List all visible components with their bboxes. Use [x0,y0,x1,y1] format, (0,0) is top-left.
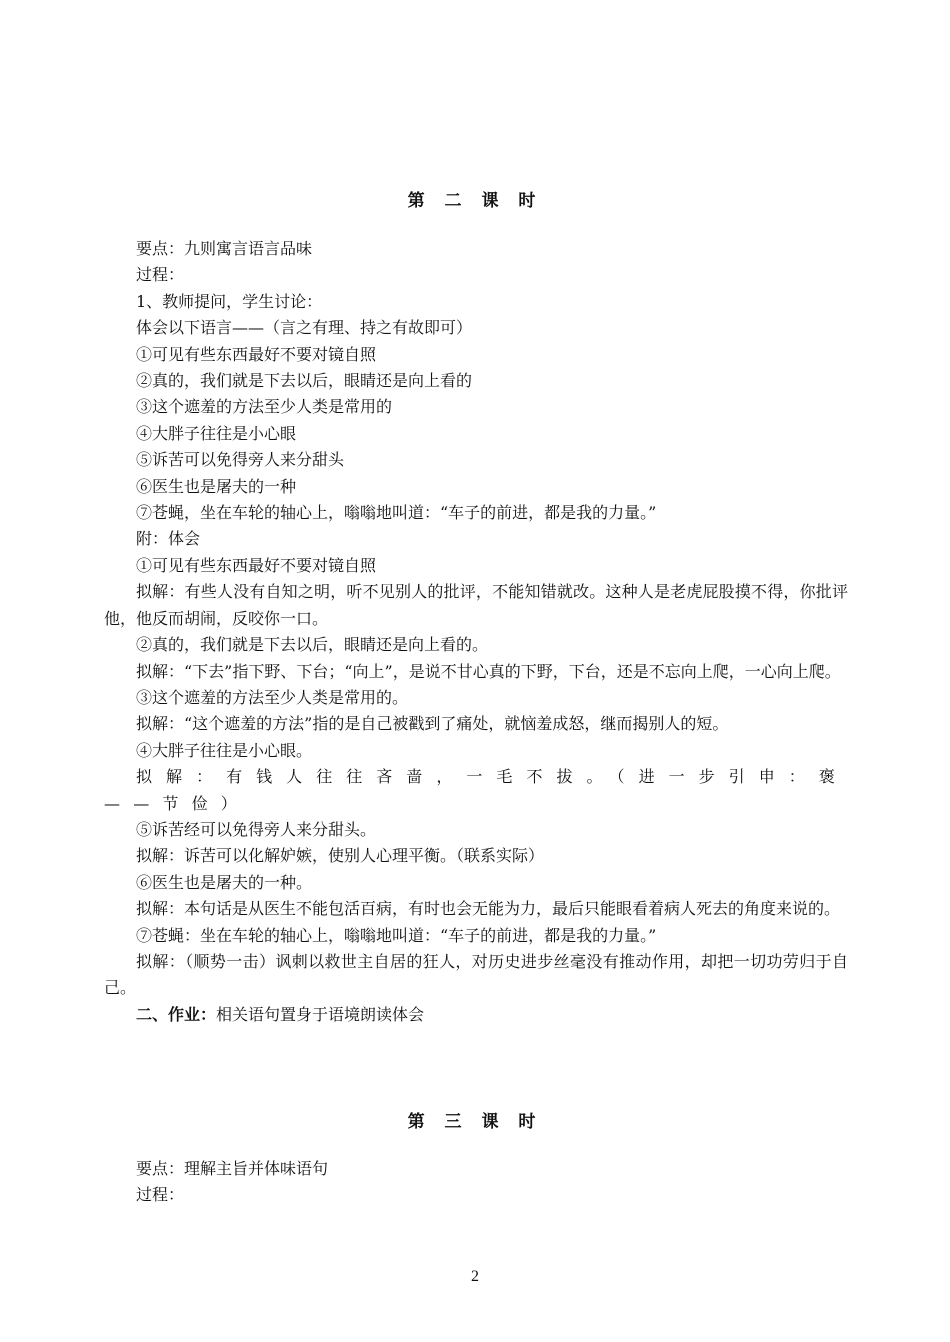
quote-line: ③这个遮羞的方法至少人类是常用的 [136,397,393,417]
explanation-paragraph: 拟解：（顺势一击）讽刺以救世主自居的狂人，对历史进步丝毫没有推动作用，却把一切功劳归于自己。 [104,951,848,998]
explanation-paragraph: 拟解：有钱人往往吝啬，一毛不拔。（进一步引申：褒——节俭） [104,767,848,813]
explanation-paragraph: 拟解：“这个遮羞的方法”指的是自己被戳到了痛处，就恼羞成怒，继而揭别人的短。 [136,714,729,734]
explanation-paragraph: 拟解：本句话是从医生不能包活百病，有时也会无能为力，最后只能眼看着病人死去的角度来说的。 [136,899,841,919]
step-line: 1、教师提问，学生讨论： [136,291,323,311]
explanation-paragraph: 拟解：“下去”指下野、下台；“向上”，是说不甘心真的下野，下台，还是不忘向上爬，一心向上爬。 [136,661,841,681]
page-number: 2 [471,1268,479,1285]
quote-line: ④大胖子往往是小心眼 [136,423,297,443]
explanation-paragraph: 拟解：有些人没有自知之明，听不见别人的批评，不能知错就改。这种人是老虎屁股摸不得，你批评他，他反而胡闹，反咬你一口。 [104,582,848,628]
quote-line: ⑥医生也是屠夫的一种 [136,476,297,496]
section-body-lesson-3 [104,1156,848,1209]
key-point-line: 要点：理解主旨并体味语句 [136,1159,329,1178]
quote-line: ③这个遮羞的方法至少人类是常用的。 [136,687,409,707]
quote-line: ⑤诉苦可以免得旁人来分甜头 [136,450,345,470]
homework-label: 二、作业： [136,1004,217,1024]
section-body-lesson-2 [104,236,848,1028]
quote-line: ④大胖子往往是小心眼。 [136,740,313,760]
section-heading-lesson-3: 第 三 课 时 [407,1112,543,1132]
process-line: 过程： [136,1185,185,1205]
quote-line: ⑥医生也是屠夫的一种。 [136,872,313,892]
quote-line: ①可见有些东西最好不要对镜自照 [136,344,377,364]
quote-line: ①可见有些东西最好不要对镜自照 [136,555,377,575]
appendix-line: 附：体会 [136,529,201,549]
quote-line: ⑤诉苦经可以免得旁人来分甜头。 [136,819,377,839]
quote-line: ②真的，我们就是下去以后，眼睛还是向上看的。 [136,635,489,655]
explanation-paragraph: 拟解：诉苦可以化解妒嫉，使别人心理平衡。（联系实际） [136,846,545,866]
quote-line: ②真的，我们就是下去以后，眼睛还是向上看的 [136,371,473,391]
section-heading-lesson-2: 第 二 课 时 [407,191,543,211]
key-point-line: 要点：九则寓言语言品味 [136,239,313,258]
process-line: 过程： [136,265,185,285]
homework-text: 相关语句置身于语境朗读体会 [216,1004,425,1024]
homework-line [104,1002,848,1028]
quote-line: ⑦苍蝇：坐在车轮的轴心上，嗡嗡地叫道：“车子的前进，都是我的力量。” [136,925,657,945]
instruction-line: 体会以下语言——（言之有理、持之有故即可） [136,318,473,338]
quote-line: ⑦苍蝇，坐在车轮的轴心上，嗡嗡地叫道：“车子的前进，都是我的力量。” [136,503,657,523]
